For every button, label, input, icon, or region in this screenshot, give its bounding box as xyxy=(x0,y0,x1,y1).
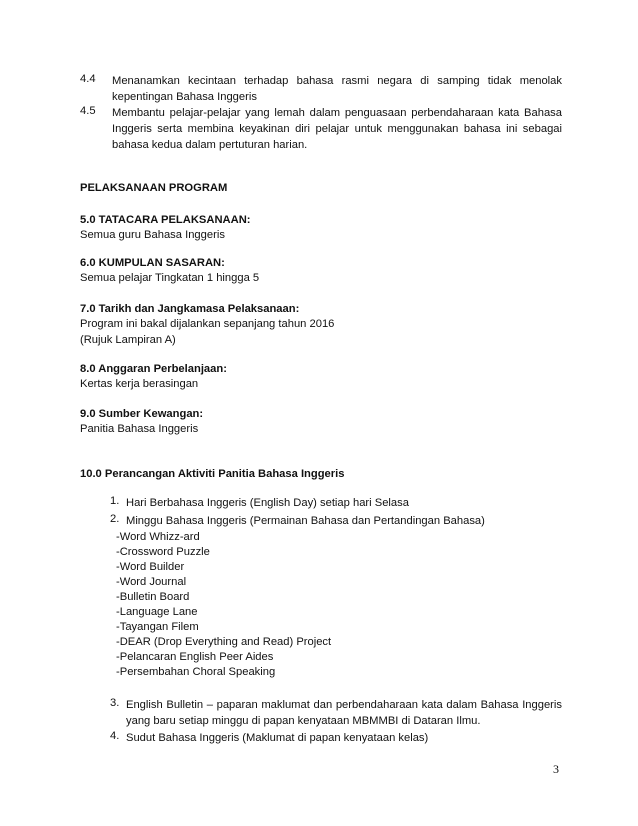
section-heading: 8.0 Anggaran Perbelanjaan: xyxy=(80,363,227,375)
activity-text: Minggu Bahasa Inggeris (Permainan Bahasa dan Pertandingan Bahasa) xyxy=(126,515,485,527)
section-text: Panitia Bahasa Inggeris xyxy=(80,423,199,435)
sub-activity: -Crossword Puzzle xyxy=(116,546,210,558)
section-heading: 7.0 Tarikh dan Jangkamasa Pelaksanaan: xyxy=(80,303,300,315)
section-heading: 9.0 Sumber Kewangan: xyxy=(80,408,204,420)
objective-number: 4.4 xyxy=(80,73,96,85)
objective-item xyxy=(80,73,562,105)
section-text: Kertas kerja berasingan xyxy=(80,378,199,390)
activity-item xyxy=(110,495,562,511)
activity-text: Sudut Bahasa Inggeris (Maklumat di papan kenyataan kelas) xyxy=(126,732,429,744)
activity-item xyxy=(110,730,562,746)
activity-number: 1. xyxy=(110,495,120,507)
activity-text: English Bulletin – paparan maklumat dan perbendaharaan kata dalam Bahasa Inggeris yang baru setiap minggu di papan kenyataan MBMMBI di Dataran Ilmu. xyxy=(126,699,562,727)
section-heading: 6.0 KUMPULAN SASARAN: xyxy=(80,257,225,269)
activity-number: 3. xyxy=(110,697,120,709)
objective-number: 4.5 xyxy=(80,105,96,117)
sub-activity: -Persembahan Choral Speaking xyxy=(116,666,276,678)
section-heading: 5.0 TATACARA PELAKSANAAN: xyxy=(80,214,251,226)
program-heading: PELAKSANAAN PROGRAM xyxy=(80,182,228,194)
activity-number: 4. xyxy=(110,730,120,742)
sub-activity: -Word Whizz-ard xyxy=(116,531,200,543)
sub-activity: -Pelancaran English Peer Aides xyxy=(116,651,274,663)
activity-text: Hari Berbahasa Inggeris (English Day) setiap hari Selasa xyxy=(126,497,409,509)
objective-text: Membantu pelajar-pelajar yang lemah dalam penguasaan perbendaharaan kata Bahasa Inggeris serta membina keyakinan diri pelajar untuk menggunakan bahasa ini sebagai bahasa kedua dalam pertuturan harian. xyxy=(112,107,562,151)
sub-activity: -Tayangan Filem xyxy=(116,621,199,633)
sub-activity: -Bulletin Board xyxy=(116,591,190,603)
section-text: Semua pelajar Tingkatan 1 hingga 5 xyxy=(80,272,260,284)
objective-text: Menanamkan kecintaan terhadap bahasa rasmi negara di samping tidak menolak kepentingan Bahasa Inggeris xyxy=(112,75,562,103)
sub-activity: -Word Journal xyxy=(116,576,187,588)
sub-activity: -Language Lane xyxy=(116,606,198,618)
section-text: (Rujuk Lampiran A) xyxy=(80,334,176,346)
objective-item xyxy=(80,105,562,153)
section-text: Program ini bakal dijalankan sepanjang tahun 2016 xyxy=(80,318,335,330)
sub-activity: -Word Builder xyxy=(116,561,185,573)
activity-item xyxy=(110,697,562,729)
activities-heading: 10.0 Perancangan Aktiviti Panitia Bahasa Inggeris xyxy=(80,468,345,480)
sub-activity: -DEAR (Drop Everything and Read) Project xyxy=(116,636,332,648)
activity-number: 2. xyxy=(110,513,120,525)
page-number: 3 xyxy=(553,762,559,776)
section-text: Semua guru Bahasa Inggeris xyxy=(80,229,225,241)
activity-item xyxy=(110,513,562,529)
